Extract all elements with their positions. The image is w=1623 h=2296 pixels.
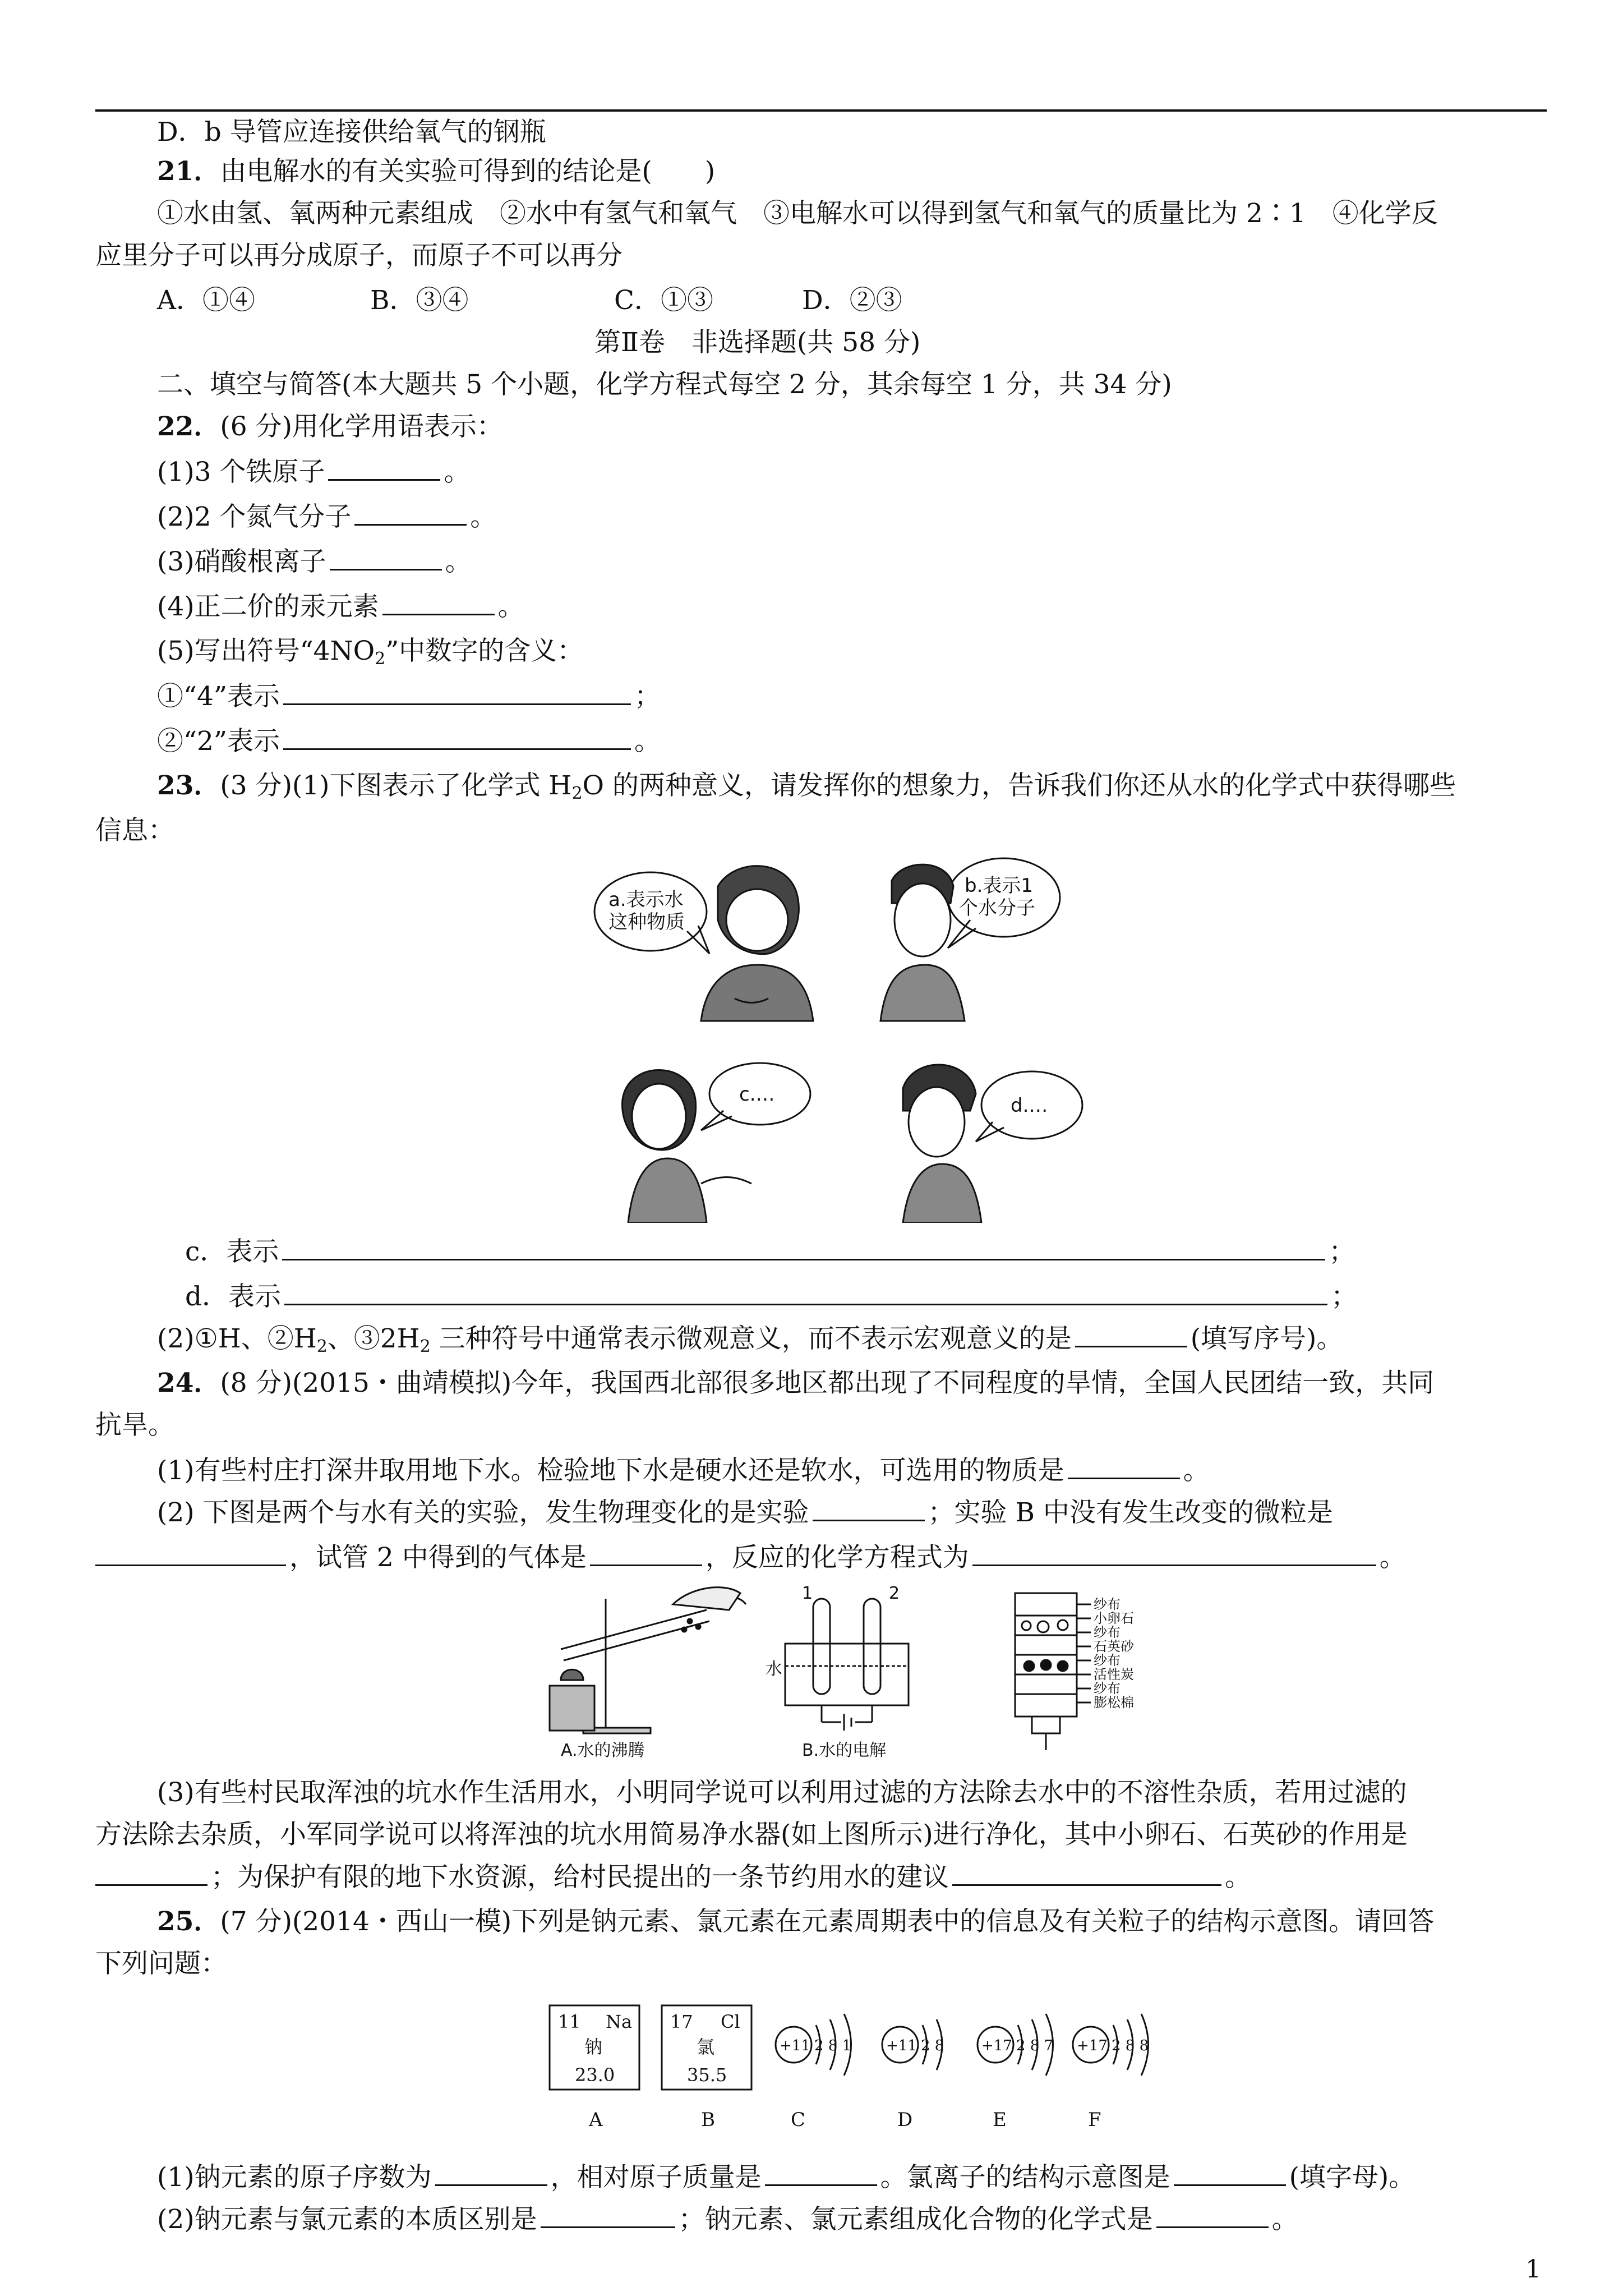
q24-part-3-line1: (3)有些村民取浑浊的坑水作生活用水，小明同学说可以利用过滤的方法除去水中的不溶性杂质，若用过滤的 (157, 1777, 1407, 1808)
q25-part-2: (2)钠元素与氯元素的本质区别是 ；钠元素、氯元素组成化合物的化学式是 。 (157, 2202, 1298, 2237)
filter-label: 膨松棉 (1094, 1695, 1134, 1710)
bubble-a-text-1: a.表示水 (608, 889, 684, 911)
q24-part-2-line2: ，试管 2 中得到的气体是 ，反应的化学方程式为 。 (95, 1540, 1406, 1575)
q24-part-3-line3: ；为保护有限的地下水资源，给村民提出的一条节约用水的建议 。 (95, 1860, 1251, 1895)
q22-item-4: (4)正二价的汞元素 。 (157, 589, 524, 624)
q21-stem: 21．由电解水的有关实验可得到的结论是( ) (157, 156, 716, 187)
q22-item-2: (2)2 个氮气分子 。 (157, 499, 496, 535)
q24-part-3-line2: 方法除去杂质，小军同学说可以将浑浊的坑水用简易净水器(如上图所示)进行净化，其中小卵石、石英砂的作用是 (95, 1819, 1408, 1850)
figure-label-c: C (791, 2109, 806, 2131)
na-number: 11 (558, 2011, 581, 2032)
figure-label-d: D (897, 2109, 913, 2131)
q25-figure (544, 2000, 1161, 2140)
q23-d-line: d．表示 ； (185, 1279, 1357, 1314)
cl-mass: 35.5 (687, 2064, 727, 2086)
q24-stem-line2: 抗旱。 (95, 1410, 174, 1441)
shells-c: 2 8 1 (814, 2037, 852, 2054)
q22-stem: 22．(6 分)用化学用语表示： (157, 411, 503, 442)
nucleus-e-charge: +17 (981, 2037, 1012, 2054)
q24-part-1: (1)有些村庄打深井取用地下水。检验地下水是硬水还是软水，可选用的物质是 。 (157, 1453, 1210, 1488)
hand-icon (673, 1588, 740, 1610)
filter-label: 石英砂 (1094, 1639, 1134, 1654)
figure-label-b: B (701, 2109, 715, 2131)
na-name: 钠 (584, 2036, 603, 2058)
q25-stem-line2: 下列问题： (95, 1948, 227, 1979)
cl-symbol: Cl (721, 2011, 740, 2032)
cl-number: 17 (670, 2011, 693, 2032)
bubble-d-text: d.… (1011, 1094, 1048, 1117)
q22-item-5-1: ①“4”表示 ； (157, 679, 661, 714)
q23-figure (589, 836, 1094, 1223)
filter-label: 纱布 (1094, 1653, 1121, 1668)
q22-item-5: (5)写出符号“$4NO_2$”中数字的含义： (157, 636, 584, 669)
q23-stem-line2: 信息： (95, 815, 174, 846)
figure-label-a: A (589, 2109, 603, 2131)
caption-b: B.水的电解 (802, 1741, 887, 1760)
q25-stem: 25．(7 分)(2014・西山一模)下列是钠元素、氯元素在元素周期表中的信息及有关粒子的结构示意图。请回答 (157, 1906, 1435, 1937)
q24-stem: 24．(8 分)(2015・曲靖模拟)今年，我国西北部很多地区都出现了不同程度的旱情，全国人民团结一致，共同 (157, 1368, 1435, 1398)
filter-label: 纱布 (1094, 1681, 1121, 1696)
filter-label: 纱布 (1094, 1625, 1121, 1640)
nucleus-c-charge: +11 (780, 2037, 810, 2054)
nucleus-d-charge: +11 (886, 2037, 917, 2054)
page-number: 1 (1525, 2255, 1541, 2284)
q21-choice-b: B．③④ (370, 285, 469, 316)
q23-part-2: (2)①H、$②H_2$、$③2H_2$ 三种符号中通常表示微观意义，而不表示宏观意义的是 (填写序号)。 (157, 1321, 1343, 1364)
figure-label-e: E (993, 2109, 1007, 2131)
bubble-c-text: c.… (739, 1083, 775, 1106)
q23-c-line: c．表示 ； (185, 1234, 1355, 1269)
part-2-heading: 二、填空与简答(本大题共 5 个小题，化学方程式每空 2 分，其余每空 1 分，共 34 分) (157, 369, 1172, 400)
filter-label: 纱布 (1094, 1596, 1121, 1612)
figure-label-f: F (1088, 2109, 1101, 2131)
bubble-a-text-2: 这种物质 (608, 911, 685, 933)
bubble-b-text-2: 个水分子 (959, 897, 1035, 919)
q21-choice-c: C．①③ (614, 285, 713, 316)
q21-options-line2: 应里分子可以再分成原子，而原子不可以再分 (95, 240, 623, 271)
q24-part-2-line1: (2) 下图是两个与水有关的实验，发生物理变化的是实验 ；实验 B 中没有发生改变的微粒是 (157, 1495, 1333, 1530)
header-rule (95, 109, 1547, 112)
shells-d: 2 8 (921, 2037, 944, 2054)
cl-name: 氯 (697, 2036, 715, 2058)
q22-item-5-2: ②“2”表示 。 (157, 724, 661, 759)
caption-a: A.水的沸腾 (561, 1741, 645, 1760)
na-symbol: Na (606, 2011, 633, 2032)
na-mass: 23.0 (575, 2064, 615, 2086)
section-2-title: 第Ⅱ卷 非选择题(共 58 分) (594, 327, 921, 358)
filter-label: 活性炭 (1094, 1667, 1134, 1682)
q22-item-1: (1)3 个铁原子 。 (157, 454, 470, 490)
nucleus-f-charge: +17 (1077, 2037, 1108, 2054)
q21-choice-a: A．①④ (157, 285, 255, 316)
q24-figure (538, 1582, 1161, 1761)
filter-label: 小卵石 (1094, 1611, 1134, 1626)
shells-e: 2 8 7 (1016, 2037, 1054, 2054)
q21-choice-d: D．②③ (802, 285, 902, 316)
tube-1-label: 1 (802, 1584, 813, 1603)
shells-f: 2 8 8 (1112, 2037, 1149, 2054)
q25-part-1: (1)钠元素的原子序数为 ，相对原子质量是 。氯离子的结构示意图是 (填字母)。 (157, 2160, 1415, 2195)
bubble-b-text-1: b.表示1 (965, 875, 1034, 897)
q20-option-d: D．b 导管应连接供给氧气的钢瓶 (157, 117, 546, 148)
q22-item-3: (3)硝酸根离子 。 (157, 544, 472, 579)
tube-2-label: 2 (889, 1584, 900, 1603)
q21-options-line1: ①水由氢、氧两种元素组成 ②水中有氢气和氧气 ③电解水可以得到氢气和氧气的质量比为 2∶1 ④化学反 (157, 198, 1438, 229)
water-label: 水 (766, 1659, 782, 1679)
q23-stem: 23．(3 分)(1)下图表示了化学式 $H_2O$ 的两种意义，请发挥你的想象力，告诉我们你还从水的化学式中获得哪些 (157, 770, 1456, 803)
